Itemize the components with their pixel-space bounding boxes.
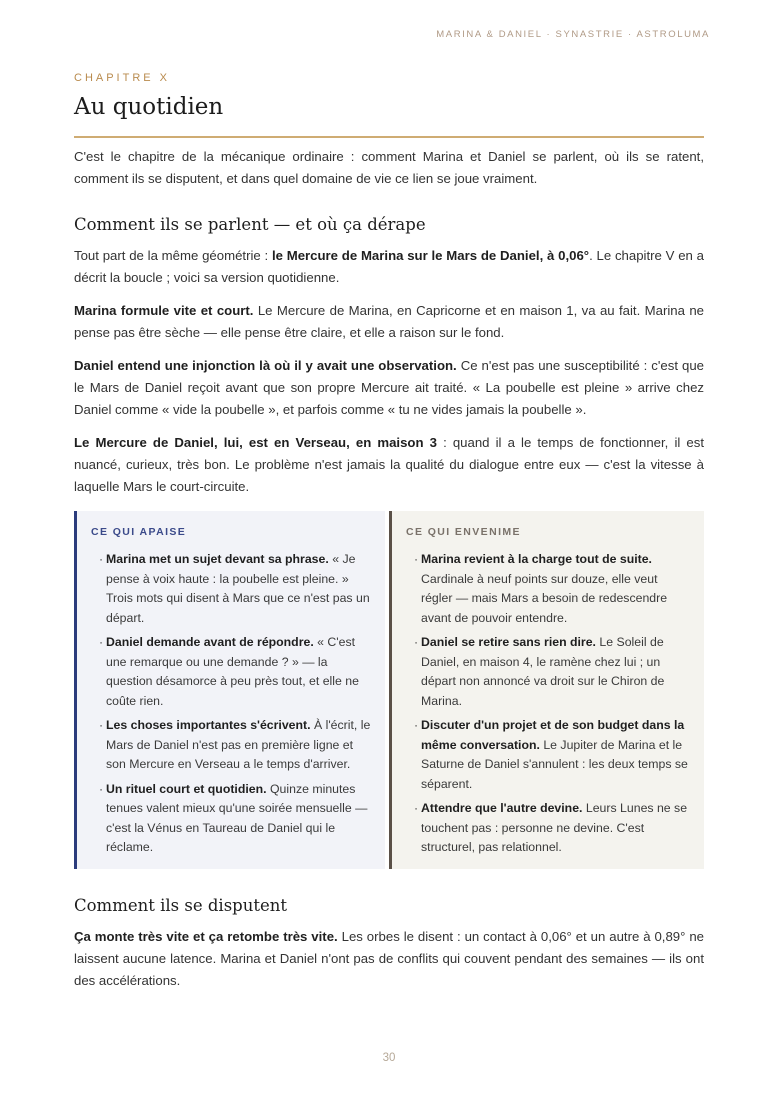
list-item	[91, 633, 371, 711]
list-item	[406, 799, 690, 858]
title-divider	[74, 136, 704, 138]
item-text: « C'est une remarque ou une demande ? » — la question désamorce à peu près tout, et elle ne coûte rien.	[106, 635, 359, 708]
paragraph-marina	[74, 300, 704, 344]
bullet-icon: ·	[414, 801, 419, 815]
paragraph-mercury	[74, 432, 704, 498]
chapter-kicker: CHAPITRE X	[74, 72, 171, 84]
list-item	[91, 716, 371, 775]
bullet-icon: ·	[99, 718, 104, 732]
bullet-icon: ·	[414, 718, 419, 732]
list-item	[406, 550, 690, 628]
paragraph-geometry	[74, 245, 704, 289]
paragraph-rest: Le Mercure de Marina, en Capricorne et en maison 1, va au fait. Marina ne pense pas être sèche — elle pense être claire, et elle a raison sur le fond.	[74, 303, 704, 340]
soothe-list	[91, 550, 371, 858]
paragraph-lead: Tout part de la même géométrie :	[74, 248, 272, 263]
item-bold: Marina revient à la charge tout de suite.	[421, 552, 652, 566]
bullet-icon: ·	[99, 635, 104, 649]
item-bold: Discuter d'un projet et de son budget dans la même conversation.	[421, 718, 685, 752]
paragraph-bold: le Mercure de Marina sur le Mars de Daniel, à 0,06°	[271, 248, 590, 263]
list-item	[91, 780, 371, 858]
paragraph-rest: : quand il a le temps de fonctionner, il est nuancé, curieux, très bon. Le problème n'est jamais la qualité du dialogue entre eux — c'est la vitesse à laquelle Mars le court-circuite.	[74, 435, 704, 494]
item-text: Cardinale à neuf points sur douze, elle veut régler — mais Mars a besoin de redescendre avant de pouvoir entendre.	[421, 571, 668, 625]
item-bold: Marina met un sujet devant sa phrase.	[106, 552, 329, 566]
chapter-intro: C'est le chapitre de la mécanique ordinaire : comment Marina et Daniel se parlent, où ils se ratent, comment ils se disputent, et dans quel domaine de vie ce lien se joue vraiment.	[74, 149, 704, 186]
running-header: MARINA & DANIEL · SYNASTRIE · ASTROLUMA	[436, 29, 710, 40]
paragraph-bold: Le Mercure de Daniel, lui, est en Verseau, en maison 3	[74, 435, 437, 450]
item-text: À l'écrit, le Mars de Daniel n'est pas en première ligne et son Mercure en Verseau a le temps d'arriver.	[106, 718, 371, 771]
paragraph-rest: . Le chapitre V en a décrit la boucle ; voici sa version quotidienne.	[74, 248, 704, 285]
paragraph-rest: Ce n'est pas une susceptibilité : c'est que le Mars de Daniel reçoit avant que son propre Mercure ait traité. « La poubelle est pleine » arrive chez Daniel comme « vide la poubelle », et parfois comme « tu ne vides jamais la poubelle ».	[74, 358, 704, 417]
bullet-icon: ·	[99, 781, 104, 796]
item-text: Leurs Lunes ne se touchent pas : personne ne devine. C'est structurel, pas relationnel.	[421, 801, 688, 854]
paragraph-bold: Ça monte très vite et ça retombe très vite.	[74, 929, 338, 944]
item-text: Le Jupiter de Marina et le Saturne de Daniel s'annulent : les deux temps se séparent.	[421, 737, 688, 791]
item-bold: Un rituel court et quotidien.	[106, 781, 267, 796]
item-text: « Je pense à voix haute : la poubelle est pleine. » Trois mots qui disent à Mars que ce n'est pas un départ.	[106, 552, 370, 625]
item-bold: Attendre que l'autre devine.	[421, 801, 583, 815]
item-bold: Daniel se retire sans rien dire.	[421, 635, 596, 649]
list-item	[406, 716, 690, 794]
paragraph-bold: Marina formule vite et court.	[74, 303, 254, 318]
comparison-boxes	[74, 511, 704, 869]
item-bold: Daniel demande avant de répondre.	[106, 635, 314, 649]
item-bold: Les choses importantes s'écrivent.	[106, 718, 311, 732]
list-item	[91, 550, 371, 628]
bullet-icon: ·	[414, 635, 419, 649]
section-heading-disputes: Comment ils se disputent	[74, 896, 288, 915]
bullet-icon: ·	[414, 552, 419, 566]
chapter-title: Au quotidien	[74, 94, 224, 120]
section-heading-communication: Comment ils se parlent — et où ça dérape	[74, 215, 426, 234]
paragraph-rest: Les orbes le disent : un contact à 0,06° et un autre à 0,89° ne laissent aucune latence. Marina et Daniel n'ont pas de conflits qui couvent pendant des semaines — ils ont des accélérations.	[74, 929, 704, 988]
item-text: Le Soleil de Daniel, en maison 4, le ramène chez lui ; un départ non annoncé va droit sur le Chiron de Marina.	[421, 635, 665, 708]
poison-box	[389, 511, 704, 869]
paragraph-daniel	[74, 355, 704, 421]
poison-list	[406, 550, 690, 858]
paragraph-bold: Daniel entend une injonction là où il y avait une observation.	[74, 358, 457, 373]
soothe-box	[74, 511, 385, 869]
page-number: 30	[382, 1052, 396, 1064]
paragraph-disputes	[74, 926, 704, 992]
soothe-box-title: CE QUI APAISE	[91, 526, 187, 538]
poison-box-title: CE QUI ENVENIME	[406, 526, 521, 538]
bullet-icon: ·	[99, 552, 104, 566]
list-item	[406, 633, 690, 711]
item-text: Quinze minutes tenues valent mieux qu'une soirée mensuelle — c'est la Vénus en Taureau de Daniel qui le réclame.	[106, 781, 368, 854]
